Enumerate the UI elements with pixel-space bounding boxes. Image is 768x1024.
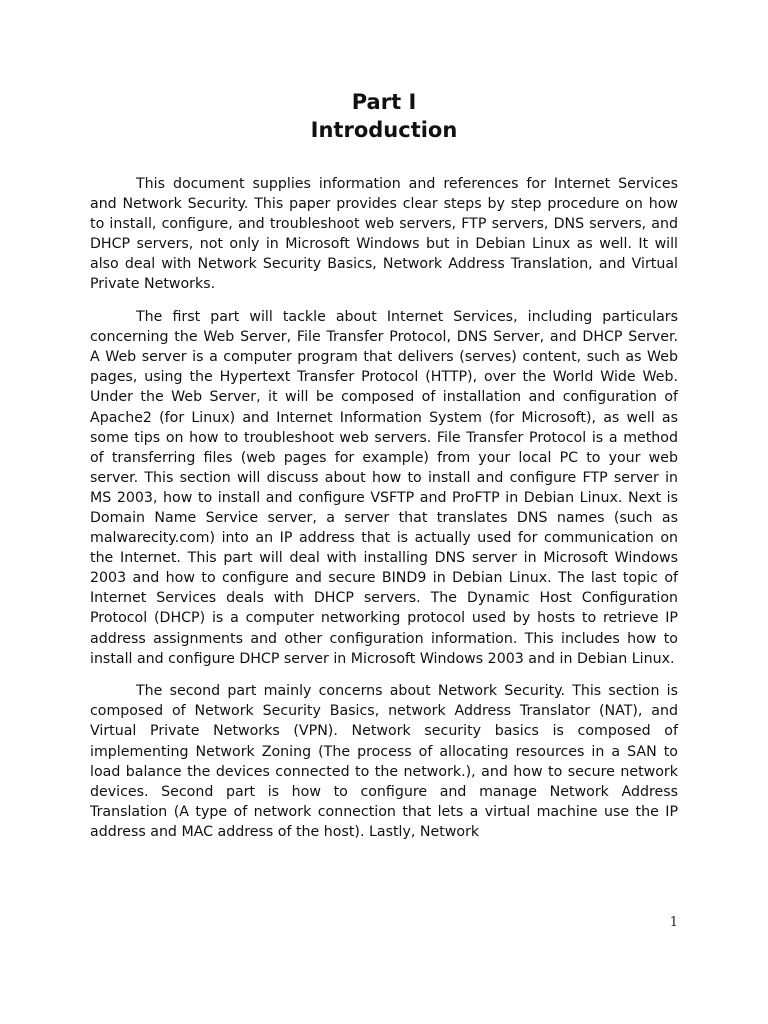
part-heading: Part I xyxy=(351,90,417,114)
paragraph-internet-services: The first part will tackle about Internet Services, including particulars concerning the Web Server, File Transfer Protocol, DNS Server, and DHCP Server. A Web server is a computer program that delivers (serves) content, such as Web pages, using the Hypertext Transfer Protocol (HTTP), over the World Wide Web. Under the Web Server, it will be composed of installation and configuration of Apache2 (for Linux) and Internet Information System (for Microsoft), as well as some tips on how to troubleshoot web servers. File Transfer Protocol is a method of transferring files (web pages for example) from your local PC to your web server. This section will discuss about how to install and configure FTP server in MS 2003, how to install and configure VSFTP and ProFTP in Debian Linux. Next is Domain Name Service server, a server that translates DNS names (such as malwarecity.com) into an IP address that is actually used for communication on the Internet. This part will deal with installing DNS server in Microsoft Windows 2003 and how to configure and secure BIND9 in Debian Linux. The last topic of Internet Services deals with DHCP servers. The Dynamic Host Configuration Protocol (DHCP) is a computer networking protocol used by hosts to retrieve IP address assignments and other configuration information. This includes how to install and configure DHCP server in Microsoft Windows 2003 and in Debian Linux. xyxy=(90,309,678,667)
body-text xyxy=(90,174,678,855)
page-number: 1 xyxy=(669,915,678,930)
paragraph-overview: This document supplies information and references for Internet Services and Network Security. This paper provides clear steps by step procedure on how to install, configure, and troubleshoot web servers, FTP servers, DNS servers, and DHCP servers, not only in Microsoft Windows but in Debian Linux as well. It will also deal with Network Security Basics, Network Address Translation, and Virtual Private Networks. xyxy=(90,176,678,293)
introduction-heading: Introduction xyxy=(310,118,458,142)
paragraph-network-security: The second part mainly concerns about Network Security. This section is composed of Network Security Basics, network Address Translator (NAT), and Virtual Private Networks (VPN). Network security basics is composed of implementing Network Zoning (The process of allocating resources in a SAN to load balance the devices connected to the network.), and how to secure network devices. Second part is how to configure and manage Network Address Translation (A type of network connection that lets a virtual machine use the IP address and MAC address of the host). Lastly, Network xyxy=(90,683,678,840)
